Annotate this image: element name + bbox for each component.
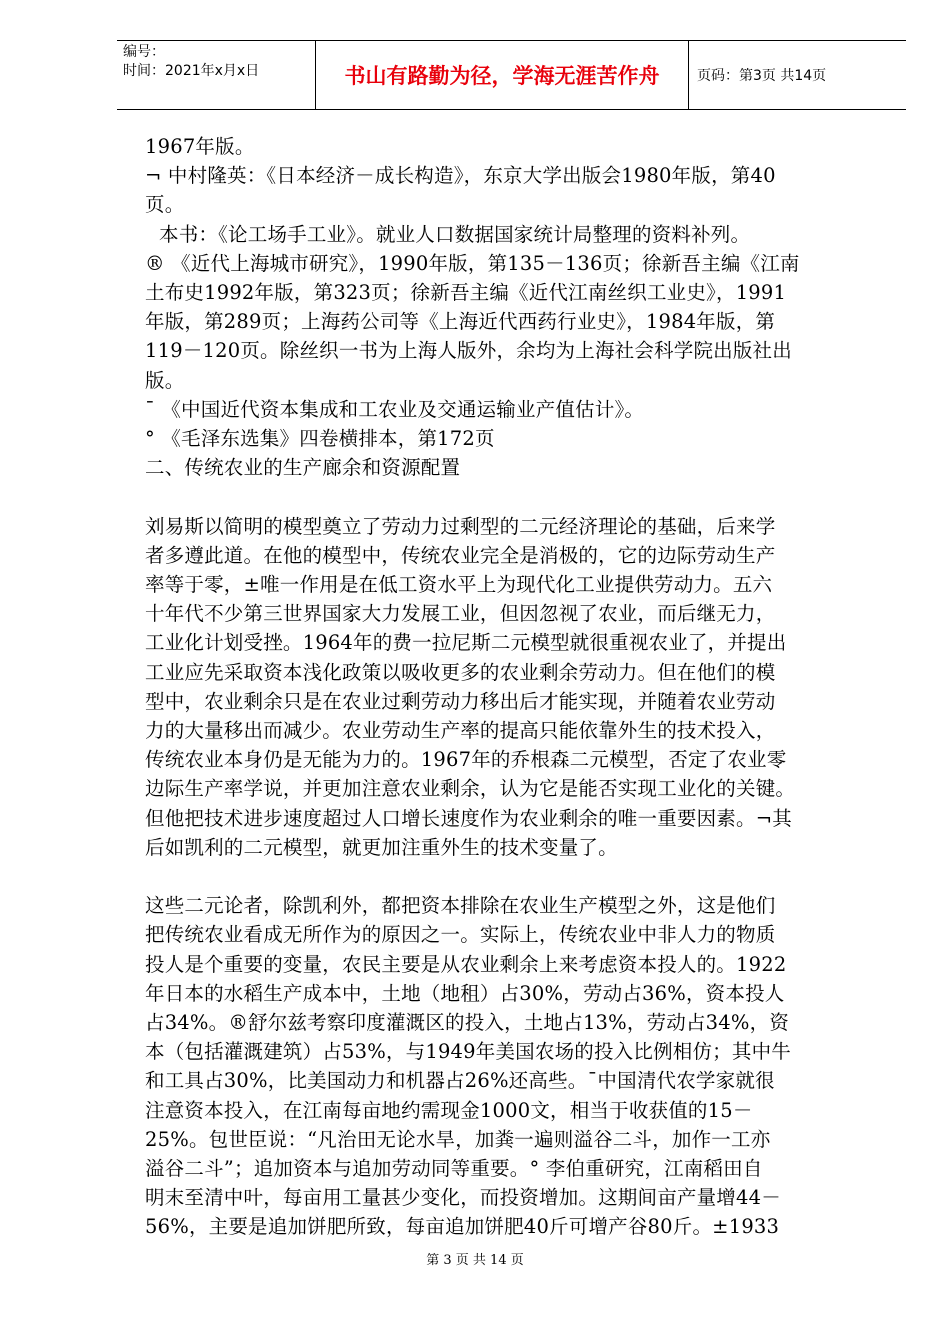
text-line: 者多遵此道。在他的模型中，传统农业完全是消极的，它的边际劳动生产: [145, 543, 776, 567]
text-line: 占34%。®舒尔兹考察印度灌溉区的投入，土地占13%，劳动占34%，资: [145, 1011, 790, 1035]
text-line: 边际生产率学说，并更加注意农业剩余，认为它是能否实现工业化的关键。: [145, 777, 796, 801]
text-line: 二、传统农业的生产廊余和资源配置: [145, 456, 461, 480]
text-line: 后如凯利的二元模型，就更加注重外生的技术变量了。: [145, 835, 618, 859]
header-motto: 书山有路勤为径，学海无涯苦作舟: [315, 41, 689, 109]
text-line: ¯ 《中国近代资本集成和工农业及交通运输业产值估计》。: [145, 397, 645, 421]
text-line: 注意资本投入，在江南每亩地约需现金1000文，相当于收获值的15－: [145, 1098, 753, 1122]
text-line: 25%。包世臣说：“凡治田无论水旱，加粪一遍则溢谷二斗，加作一工亦: [145, 1127, 771, 1151]
header-meta: [117, 41, 315, 109]
text-line: 溢谷二斗”；追加资本与追加劳动同等重要。° 李伯重研究，江南稻田自: [145, 1157, 763, 1181]
text-line: 明末至清中叶，每亩用工量甚少变化，而投资增加。这期间亩产量增44－: [145, 1186, 781, 1210]
text-line: 十年代不少第三世界国家大力发展工业，但因忽视了农业，而后继无力，: [145, 602, 776, 626]
text-line: 力的大量移出而减少。农业劳动生产率的提高只能依靠外生的技术投入，: [145, 719, 776, 743]
text-line: 119－120页。除丝织一书为上海人版外，余均为上海社会科学院出版社出: [145, 339, 792, 363]
text-line: 这些二元论者，除凯利外，都把资本排除在农业生产模型之外，这是他们: [145, 894, 776, 918]
text-line: 年版，第289页；上海药公司等《上海近代西药行业史》，1984年版，第: [145, 310, 776, 334]
text-line: 1967年版。: [145, 135, 255, 158]
text-line: 工业应先采取资本浅化政策以吸收更多的农业剩余劳动力。但在他们的模: [145, 660, 776, 684]
text-line: 版。: [145, 368, 185, 392]
text-line: ® 《近代上海城市研究》，1990年版，第135－136页；徐新吾主编《江南: [145, 251, 800, 275]
text-line: 率等于零，±唯一作用是在低工资水平上为现代化工业提供劳动力。五六: [145, 573, 773, 597]
page-header: [117, 40, 906, 110]
text-line: 刘易斯以简明的模型奠立了劳动力过剩型的二元经济理论的基础，后来学: [145, 514, 776, 538]
text-line: 页。: [145, 193, 185, 217]
text-line: ° 《毛泽东选集》四卷横排本，第172页: [145, 427, 495, 451]
text-line: 型中，农业剩余只是在农业过剩劳动力移出后才能实现，并随着农业劳动: [145, 689, 776, 713]
text-line: 工业化计划受挫。1964年的费一拉尼斯二元模型就很重视农业了，并提出: [145, 631, 787, 655]
serial-label: 编号：: [123, 44, 165, 60]
text-line: 土布史1992年版，第323页；徐新吾主编《近代江南丝织工业史》，1991: [145, 281, 787, 305]
page-footer: 第 3 页 共 14 页: [426, 1253, 524, 1268]
text-line: ¬ 中村隆英：《日本经济－成长构造》，东京大学出版会1980年版，第40: [145, 164, 776, 188]
text-line: 本书：《论工场手工业》。就业人口数据国家统计局整理的资料补列。: [159, 222, 751, 246]
header-page-info: 页码：第3页 共14页: [697, 68, 827, 84]
text-line: 年日本的水稻生产成本中，土地（地租）占30%，劳动占36%，资本投人: [145, 981, 785, 1005]
time-line: 时间：2021年x月x日: [123, 63, 260, 79]
blank-line: [145, 482, 880, 511]
text-line: 和工具占30%，比美国动力和机器占26%还高些。¯中国清代农学家就很: [145, 1069, 775, 1093]
text-line: 投人是个重要的变量，农民主要是从农业剩余上来考虑资本投人的。1922: [145, 952, 787, 976]
text-line: 传统农业本身仍是无能为力的。1967年的乔根森二元模型，否定了农业零: [145, 748, 787, 772]
text-line: 把传统农业看成无所作为的原因之一。实际上，传统农业中非人力的物质: [145, 923, 776, 947]
text-line: 但他把技术进步速度超过人口增长速度作为农业剩余的唯一重要因素。¬其: [145, 806, 792, 830]
document-body: [145, 132, 880, 1242]
text-line: 本（包括灌溉建筑）占53%，与1949年美国农场的投入比例相仿；其中牛: [145, 1040, 791, 1064]
text-line: 56%，主要是追加饼肥所致，每亩追加饼肥40斤可增产谷80斤。±1933: [145, 1215, 780, 1239]
blank-line: [145, 862, 880, 891]
